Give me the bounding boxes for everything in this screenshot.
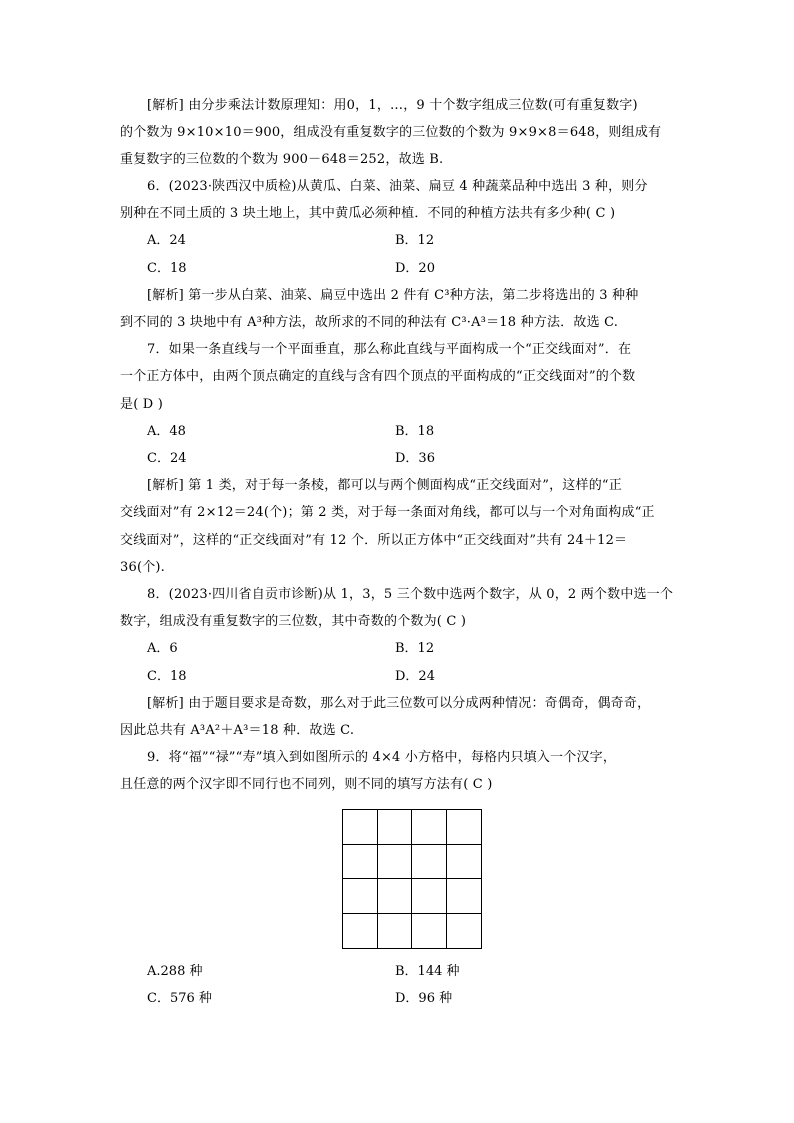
question-6-option-d: D．20 [395, 261, 435, 276]
question-9-option-d: D．96 种 [395, 991, 453, 1006]
analysis-5-line-2: 的个数为 9×10×10＝900，组成没有重复数字的三位数的个数为 9×9×8＝648，则组成有 [120, 125, 662, 140]
question-8-line-2: 数字，组成没有重复数字的三位数，其中奇数的个数为( C ) [120, 614, 467, 629]
question-8-option-d: D．24 [395, 669, 435, 684]
analysis-6-line-2: 到不同的 3 块地中有 A³种方法，故所求的不同的种法有 C³·A³＝18 种方法．故选 C. [120, 315, 619, 330]
question-7-line-1: 7．如果一条直线与一个平面垂直，那么称此直线与平面构成一个“正交线面对”．在 [147, 342, 632, 357]
question-9-option-b: B．144 种 [395, 964, 460, 979]
analysis-7-line-4: 36(个). [120, 560, 166, 575]
question-7-option-d: D．36 [395, 451, 435, 466]
grid-cell [447, 914, 482, 949]
question-7-option-b: B．18 [395, 424, 435, 439]
question-8-option-c: C．18 [147, 669, 187, 684]
question-8-option-a: A．6 [147, 641, 178, 656]
grid-cell [412, 879, 447, 914]
analysis-8-line-2: 因此总共有 A³A²＋A³＝18 种．故选 C. [120, 723, 355, 738]
grid-cell [378, 845, 413, 880]
question-9-option-c: C．576 种 [147, 991, 212, 1006]
analysis-7-line-1: [解析] 第 1 类，对于每一条棱，都可以与两个侧面构成“正交线面对”，这样的“正 [147, 478, 622, 493]
grid-cell [343, 845, 378, 880]
question-6-option-c: C．18 [147, 261, 187, 276]
question-8-line-1: 8．(2023·四川省自贡市诊断)从 1，3，5 三个数中选两个数字，从 0，2 两个数中选一个 [147, 587, 674, 602]
grid-cell [447, 879, 482, 914]
grid-figure [342, 809, 482, 949]
question-8-option-b: B．12 [395, 641, 435, 656]
question-6-option-b: B．12 [395, 233, 435, 248]
grid-cell [412, 810, 447, 845]
question-9-line-2: 且任意的两个汉字即不同行也不同列，则不同的填写方法有( C ) [120, 777, 493, 792]
analysis-5-line-1: [解析] 由分步乘法计数原理知：用0，1，…，9 十个数字组成三位数(可有重复数字) [147, 98, 638, 113]
analysis-7-line-3: 交线面对”，这样的“正交线面对”有 12 个．所以正方体中“正交线面对”共有 24＋12＝ [120, 533, 628, 548]
question-7-line-3: 是( D ) [120, 397, 164, 412]
question-7-line-2: 一个正方体中，由两个顶点确定的直线与含有四个顶点的平面构成的“正交线面对”的个数 [120, 369, 636, 384]
analysis-8-line-1: [解析] 由于题目要求是奇数，那么对于此三位数可以分成两种情况：奇偶奇，偶奇奇， [147, 696, 651, 711]
question-6-option-a: A．24 [147, 233, 186, 248]
analysis-7-line-2: 交线面对”有 2×12＝24(个)；第 2 类，对于每一条面对角线，都可以与一个对角面构成“正 [120, 505, 655, 520]
grid-cell [343, 879, 378, 914]
grid-cell [447, 845, 482, 880]
grid-cell [378, 914, 413, 949]
question-9-line-1: 9．将“福”“禄”“寿”填入到如图所示的 4×4 小方格中，每格内只填入一个汉字， [147, 750, 617, 765]
grid-cell [412, 914, 447, 949]
analysis-6-line-1: [解析] 第一步从白菜、油菜、扁豆中选出 2 件有 C³种方法，第二步将选出的 3 种种 [147, 288, 639, 303]
question-7-option-a: A．48 [147, 424, 186, 439]
grid-cell [447, 810, 482, 845]
question-7-option-c: C．24 [147, 451, 187, 466]
grid-cell [343, 914, 378, 949]
grid-cell [412, 845, 447, 880]
grid-cell [378, 879, 413, 914]
question-6-line-1: 6．(2023·陕西汉中质检)从黄瓜、白菜、油菜、扁豆 4 种蔬菜品种中选出 3 种，则分 [147, 179, 648, 194]
question-9-option-a: A.288 种 [147, 964, 203, 979]
grid-cell [378, 810, 413, 845]
question-6-line-2: 别种在不同土质的 3 块土地上，其中黄瓜必须种植．不同的种植方法共有多少种( C ) [120, 206, 616, 221]
grid-cell [343, 810, 378, 845]
analysis-5-line-3: 重复数字的三位数的个数为 900－648＝252，故选 B. [120, 152, 444, 167]
